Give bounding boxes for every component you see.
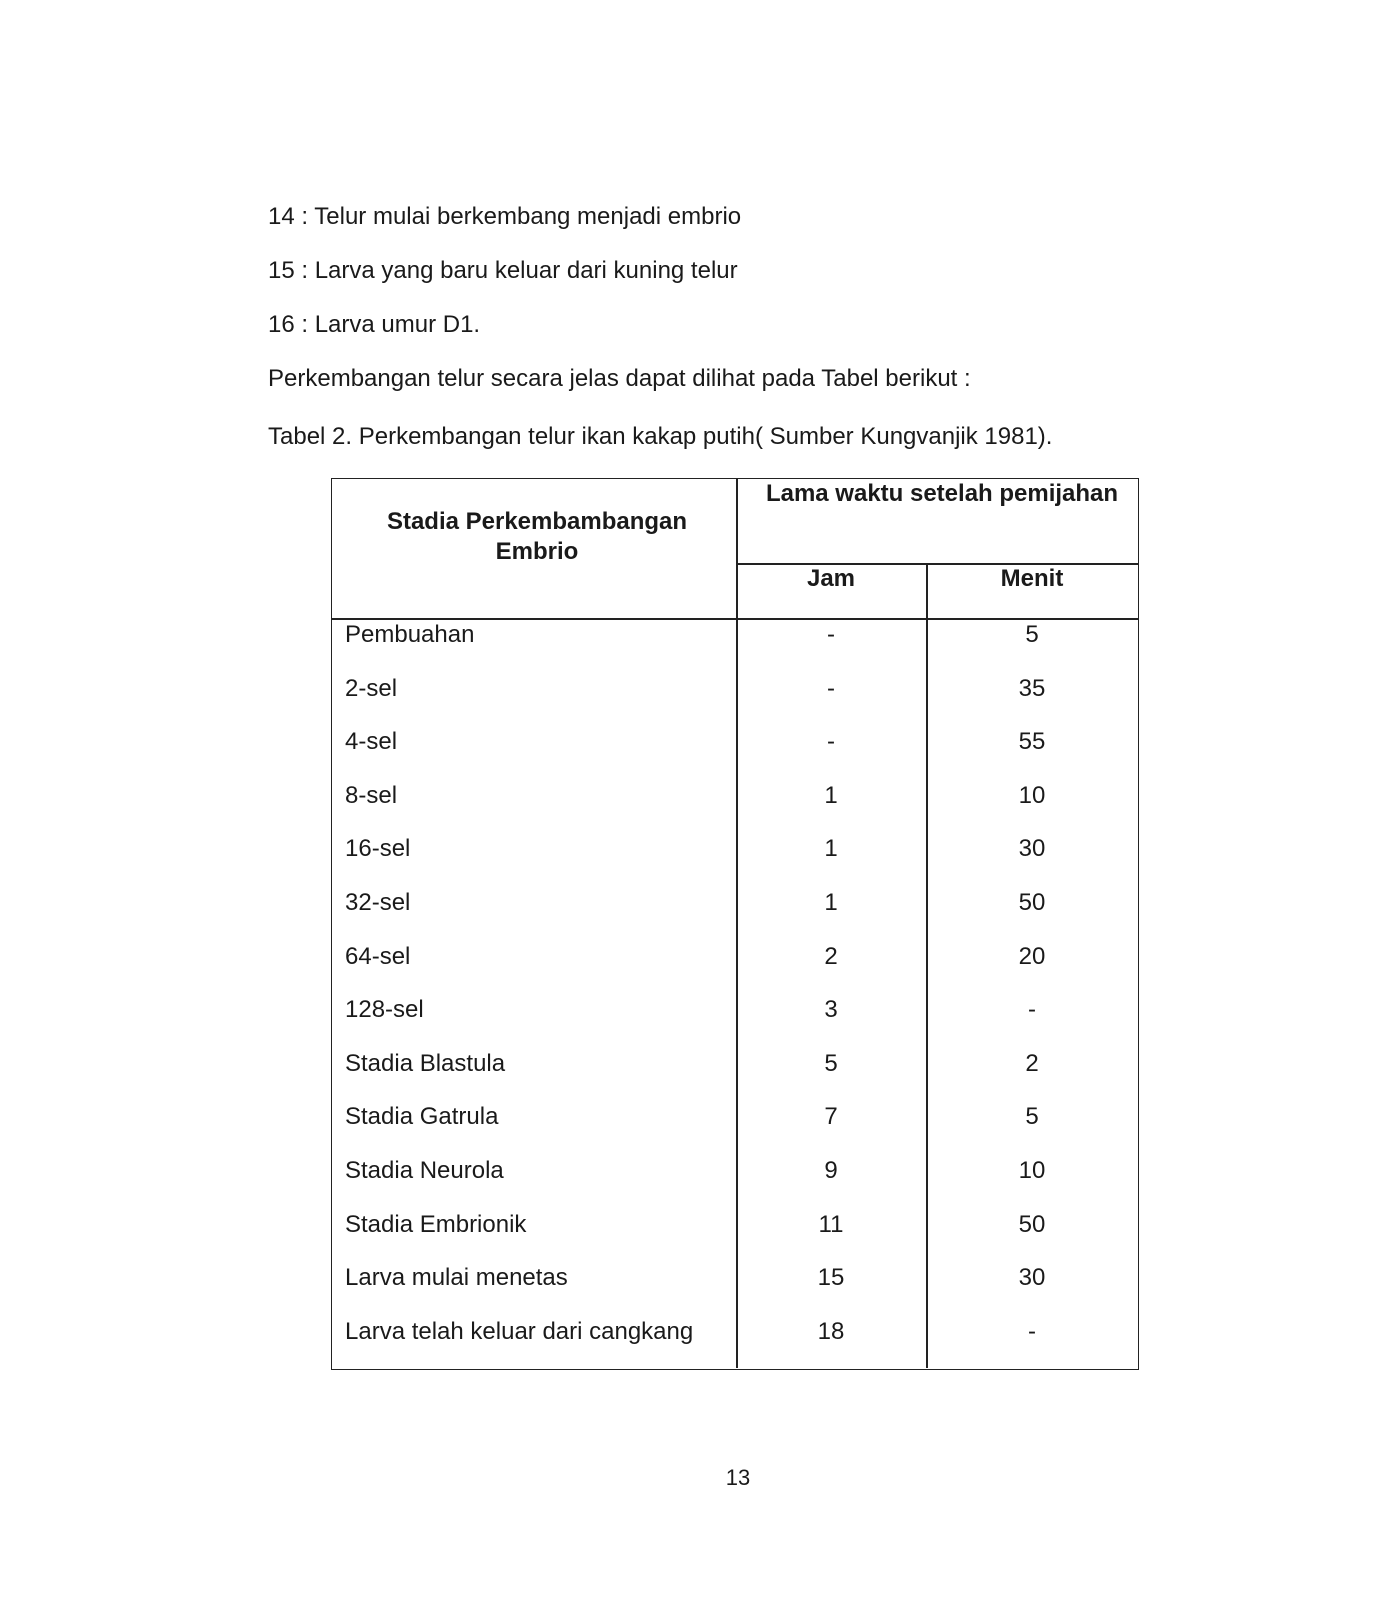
table-cell-jam: 1 — [824, 781, 838, 809]
table-cell-jam: 2 — [824, 942, 838, 970]
table-cell-jam: 18 — [817, 1317, 845, 1345]
list-item-16: 16 : Larva umur D1. — [268, 311, 481, 338]
table-cell-jam: 7 — [824, 1103, 838, 1131]
table-cell-menit: 10 — [1018, 781, 1046, 809]
table-cell-stage: 32-sel — [345, 889, 411, 916]
table-cell-stage: 16-sel — [345, 835, 411, 863]
table-cell-jam: 3 — [824, 996, 838, 1024]
list-item-15: 15 : Larva yang baru keluar dari kuning telur — [268, 257, 738, 284]
table-cell-stage: 8-sel — [345, 781, 398, 809]
table-cell-stage: 64-sel — [345, 942, 411, 970]
table-cell-menit: 2 — [1025, 1049, 1039, 1077]
table-cell-menit: 50 — [1018, 889, 1046, 916]
table-cell-stage: Stadia Blastula — [345, 1049, 506, 1077]
table-cell-menit: 10 — [1018, 1157, 1046, 1184]
table-cell-jam: - — [827, 728, 835, 756]
table-cell-jam: - — [827, 674, 835, 702]
header-stage: Stadia Perkembambangan Embrio — [386, 508, 688, 565]
table-cell-menit: 35 — [1018, 674, 1046, 702]
header-jam: Jam — [806, 565, 856, 592]
header-time: Lama waktu setelah pemijahan — [765, 480, 1119, 507]
table-cell-menit: 20 — [1018, 942, 1046, 970]
page-number: 13 — [725, 1465, 751, 1490]
table-cell-stage: Stadia Embrionik — [345, 1210, 527, 1238]
table-caption: Tabel 2. Perkembangan telur ikan kakap putih( Sumber Kungvanjik 1981). — [268, 423, 1053, 450]
table-cell-stage: Larva telah keluar dari cangkang — [345, 1317, 694, 1345]
table-cell-stage: 4-sel — [345, 728, 398, 756]
table-cell-stage: 128-sel — [345, 996, 424, 1024]
table-cell-jam: 11 — [818, 1210, 844, 1238]
table-cell-stage: Stadia Neurola — [345, 1157, 504, 1184]
embryo-development-table — [331, 478, 1139, 1370]
table-cell-menit: 5 — [1025, 1103, 1039, 1131]
table-cell-jam: 1 — [824, 889, 838, 916]
table-cell-stage: Larva mulai menetas — [345, 1264, 568, 1292]
table-cell-jam: 15 — [817, 1264, 845, 1292]
table-cell-menit: 30 — [1018, 1264, 1046, 1292]
table-cell-jam: 5 — [824, 1049, 838, 1077]
table-cell-stage: Pembuahan — [345, 621, 475, 648]
table-cell-menit: 55 — [1018, 728, 1046, 756]
table-cell-stage: 2-sel — [345, 674, 398, 702]
header-menit: Menit — [1000, 565, 1064, 592]
table-cell-jam: - — [827, 621, 835, 648]
list-item-14: 14 : Telur mulai berkembang menjadi embrio — [268, 203, 742, 230]
table-cell-jam: 1 — [824, 835, 838, 863]
table-cell-menit: - — [1028, 1317, 1036, 1345]
table-cell-menit: 5 — [1025, 621, 1039, 648]
intro-paragraph: Perkembangan telur secara jelas dapat dilihat pada Tabel berikut : — [268, 365, 971, 392]
table-cell-menit: - — [1028, 996, 1036, 1024]
table-cell-menit: 30 — [1018, 835, 1046, 863]
table-cell-stage: Stadia Gatrula — [345, 1103, 499, 1131]
table-cell-jam: 9 — [824, 1157, 838, 1184]
table-cell-menit: 50 — [1018, 1210, 1046, 1238]
